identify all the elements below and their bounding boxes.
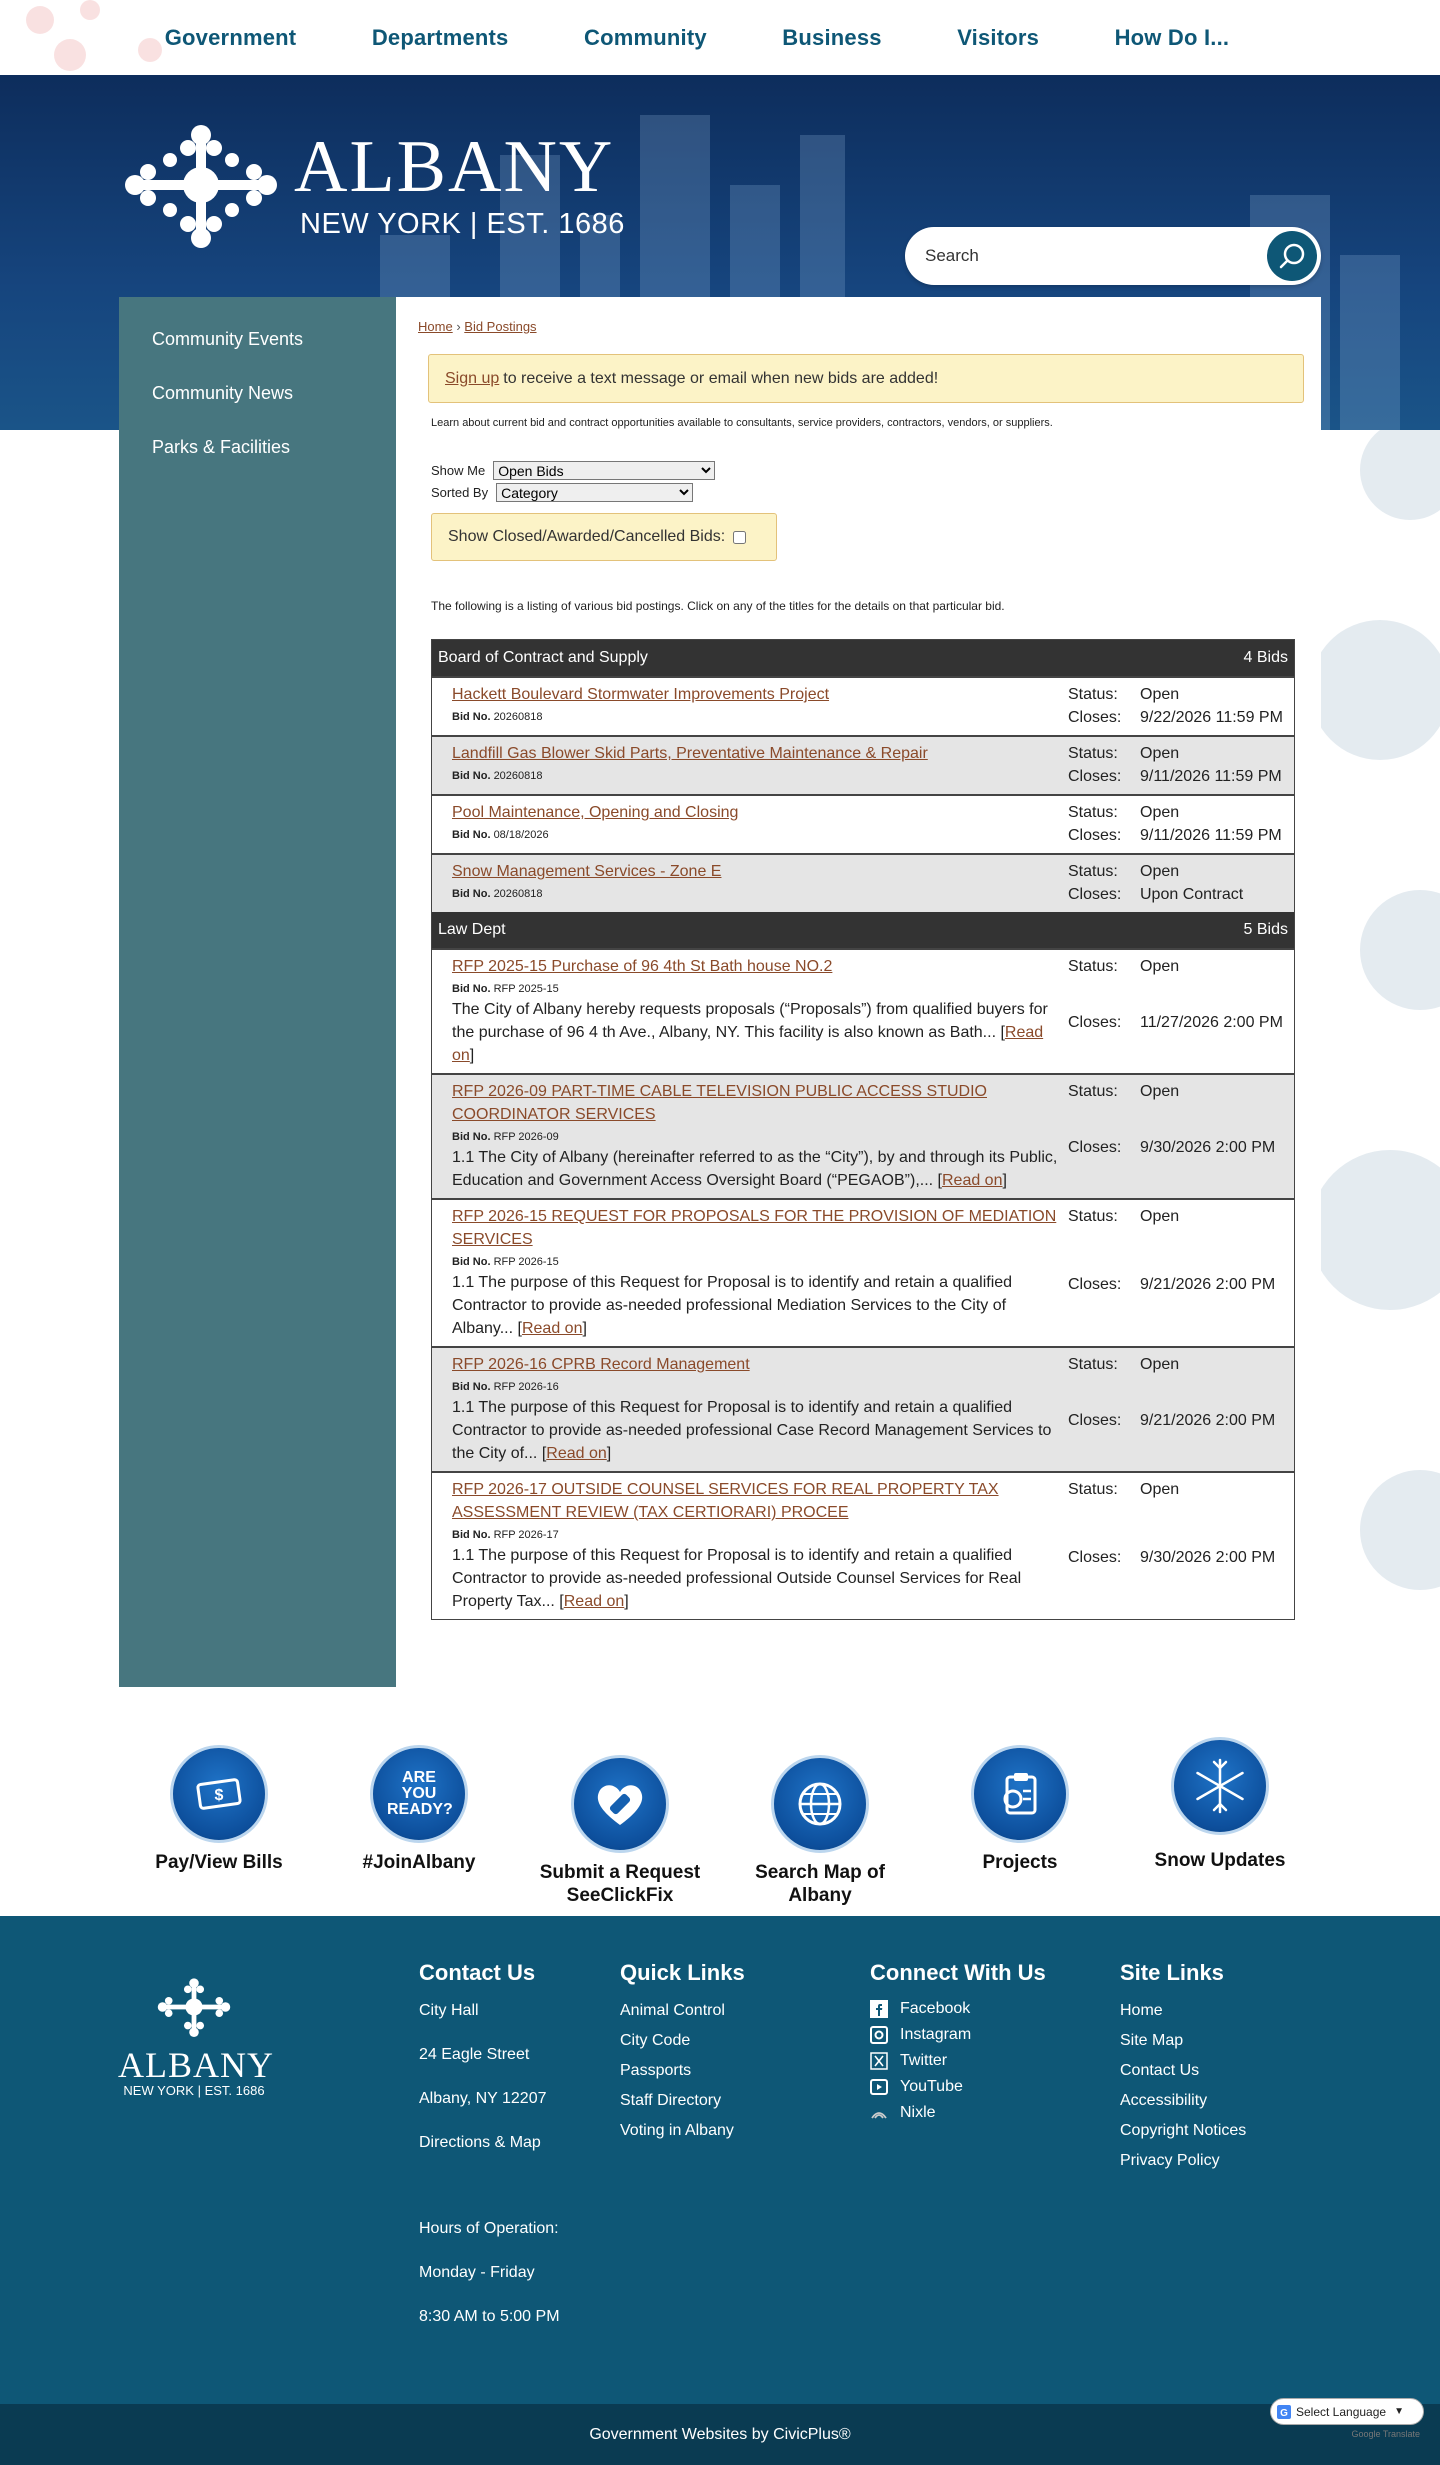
albany-seal-icon [153,1976,235,2038]
bid-number-value: 20260818 [493,711,543,723]
bid-description-text: The City of Albany hereby requests proposals (“Proposals”) from qualified buyers for the purchase of 96 4 th Ave., Albany, NY. This facility is also known as Bath... [452,1001,1048,1041]
show-me-label: Show Me [431,462,486,478]
status-label: Status: [1068,958,1118,975]
signup-link[interactable]: Sign up [445,369,500,387]
social-twitter[interactable] [870,2048,1046,2074]
closes-label: Closes: [1068,886,1122,903]
quick-link-pay-bills[interactable] [124,1745,314,1874]
status-label: Status: [1068,804,1118,821]
bid-row [432,794,1294,853]
closes-label: Closes: [1068,1014,1122,1031]
bid-title-link[interactable]: Landfill Gas Blower Skid Parts, Preventative Maintenance & Repair [452,745,928,762]
footer-link-passports[interactable]: Passports [620,2062,692,2079]
bid-status-block [1068,1353,1290,1465]
contact-line: Albany, NY 12207 [419,2090,547,2107]
closes-value: 9/21/2026 2:00 PM [1140,1412,1276,1429]
social-youtube[interactable] [870,2074,1046,2100]
main-container [119,297,1321,1687]
nav-how-do-i[interactable]: How Do I... [1114,24,1230,50]
bid-status-block [1068,955,1290,1067]
status-value: Open [1140,686,1180,703]
show-closed-label: Show Closed/Awarded/Cancelled Bids: [448,528,726,545]
bid-status-block [1068,683,1290,729]
closes-label: Closes: [1068,709,1122,726]
bill-payment-icon [170,1745,268,1843]
bid-status-block [1068,742,1290,788]
nav-government[interactable]: Government [164,24,297,50]
footer-link-contact-us[interactable]: Contact Us [1120,2062,1200,2079]
bid-number [452,768,1068,784]
category-header [432,912,1294,948]
footer-logo-title: ALBANY [118,2045,274,2085]
footer-contact [419,1960,560,2346]
bid-description-text: 1.1 The purpose of this Request for Proposal is to identify and retain a qualified Contractor to provide as-needed professional Case Record Management Services to the City of... [452,1399,1052,1462]
are-you-ready-text: ARE YOU READY? [387,1769,453,1818]
quick-links-bar [0,1745,1440,1917]
category-count: 5 Bids [1243,921,1288,938]
footer-link-copyright[interactable]: Copyright Notices [1120,2122,1247,2139]
breadcrumb-home[interactable]: Home [418,319,453,334]
footer-quick-links [620,1960,745,2146]
google-translate-icon [1277,2405,1291,2419]
footer-link-site-map[interactable]: Site Map [1120,2032,1184,2049]
intro-text: Learn about current bid and contract opportunities available to consultants, service providers, contractors, vendors, or suppliers. [431,417,1053,429]
top-nav [0,0,1440,75]
sorted-by-label: Sorted By [431,484,489,500]
search-icon [1277,241,1307,271]
bid-number-label: Bid No. [452,770,491,782]
bid-title-link[interactable]: RFP 2026-09 PART-TIME CABLE TELEVISION PUBLIC ACCESS STUDIO COORDINATOR SERVICES [452,1083,987,1123]
hours-line: Monday - Friday [419,2264,535,2281]
bid-row [432,948,1294,1073]
bid-description: 1.1 The City of Albany (hereinafter referred to as the “City”), by and through its Public, Education and Government Access Oversight Board (“PEGAOB”),... [Read on] [452,1149,1058,1189]
social-label: Instagram [900,2026,972,2043]
status-label: Status: [1068,1208,1118,1225]
bid-description-text: 1.1 The City of Albany (hereinafter referred to as the “City”), by and through its Public, Education and Government Access Oversight Board (“PEGAOB”),... [452,1149,1058,1189]
bid-description: The City of Albany hereby requests proposals (“Proposals”) from qualified buyers for the purchase of 96 4 th Ave., Albany, NY. This facility is also known as Bath... [Read on] [452,1001,1048,1064]
status-label: Status: [1068,1481,1118,1498]
status-label: Status: [1068,1083,1118,1100]
closes-label: Closes: [1068,768,1122,785]
globe-icon [771,1755,869,1853]
bid-number-label: Bid No. [452,1256,491,1268]
bid-number-label: Bid No. [452,983,491,995]
closes-value: 9/30/2026 2:00 PM [1140,1548,1276,1566]
bid-number-value: RFP 2026-17 [493,1529,559,1541]
closes-value: 9/11/2026 11:59 PM [1140,768,1282,785]
bid-row [432,1198,1294,1346]
closes-label: Closes: [1068,1275,1122,1293]
social-instagram[interactable] [870,2022,1046,2048]
social-label: Facebook [900,2000,971,2017]
closes-label: Closes: [1068,1139,1122,1156]
status-value: Open [1140,1356,1180,1373]
bid-number [452,981,1068,997]
bid-row [432,1346,1294,1471]
bid-status-block [1068,801,1290,847]
status-label: Status: [1068,745,1118,762]
status-value: Open [1140,1481,1180,1498]
contact-line: 24 Eagle Street [419,2046,530,2063]
sidebar [119,297,396,1687]
closes-label: Closes: [1068,827,1122,844]
bid-status-block [1068,860,1290,906]
read-on-link[interactable]: Read on [546,1445,607,1462]
status-label: Status: [1068,1356,1118,1373]
read-on-link[interactable]: Read on [452,1024,1044,1064]
bid-row [432,676,1294,735]
directions-link[interactable]: Directions & Map [419,2134,541,2151]
content-area [396,297,1321,1687]
sidebar-item-parks-facilities[interactable]: Parks & Facilities [152,437,291,457]
status-value: Open [1140,863,1180,880]
footer-contact-heading: Contact Us [419,1960,536,1985]
contact-line: City Hall [419,2002,479,2019]
bid-number [452,709,1068,725]
bid-title-link[interactable]: Snow Management Services - Zone E [452,863,722,880]
closes-label: Closes: [1068,1412,1122,1429]
bid-number-label: Bid No. [452,888,491,900]
quick-link-label: #JoinAlbany [362,1852,476,1873]
instagram-icon [870,2026,888,2044]
social-nixle[interactable] [870,2100,1046,2126]
site-logo[interactable] [120,120,625,250]
main-menu [127,0,1267,75]
bid-number-label: Bid No. [452,711,491,723]
status-value: Open [1140,958,1180,975]
nav-visitors[interactable]: Visitors [957,24,1040,50]
logo-title: ALBANY [294,125,615,208]
closes-value: Upon Contract [1140,886,1244,903]
closes-value: 11/27/2026 2:00 PM [1140,1014,1283,1031]
sidebar-item-community-news[interactable]: Community News [152,383,294,403]
category-count: 4 Bids [1243,649,1288,666]
listing-note: The following is a listing of various bid postings. Click on any of the titles for the details on that particular bid. [431,599,1005,613]
bid-number [452,1254,1068,1270]
hours-line: Hours of Operation: [419,2220,559,2237]
bid-number [452,827,1068,843]
quick-link-projects[interactable] [925,1745,1115,1874]
footer-link-staff-directory[interactable]: Staff Directory [620,2092,722,2109]
quick-link-join-albany[interactable] [324,1745,514,1874]
breadcrumb [418,319,1299,334]
heart-wrench-icon [571,1755,669,1853]
bid-number [452,1129,1068,1145]
bid-row [432,1073,1294,1198]
status-value: Open [1140,1083,1180,1100]
nav-community[interactable]: Community [583,24,707,50]
footer-connect-heading: Connect With Us [870,1960,1046,1985]
closes-label: Closes: [1068,1548,1122,1566]
sidebar-item-community-events[interactable]: Community Events [152,329,304,349]
bid-description-text: 1.1 The purpose of this Request for Proposal is to identify and retain a qualified Contractor to provide as-needed professional Mediation Services to the City of Albany... [452,1274,1013,1337]
footer-quick-links-heading: Quick Links [620,1960,745,1985]
bid-number-label: Bid No. [452,1381,491,1393]
bid-description: 1.1 The purpose of this Request for Proposal is to identify and retain a qualified Contractor to provide as-needed professional Mediation Services to the City of Albany... [Read on] [452,1274,1013,1337]
nav-departments[interactable]: Departments [371,24,509,50]
show-closed-checkbox[interactable] [733,531,746,544]
read-on-link[interactable]: Read on [563,1593,625,1610]
quick-link-snow-updates[interactable] [1125,1737,1315,1872]
bid-row [432,1471,1294,1619]
civicplus-credit[interactable]: Government Websites by CivicPlus® [0,2404,1440,2465]
bid-title-link[interactable]: RFP 2026-15 REQUEST FOR PROPOSALS FOR THE PROVISION OF MEDIATION SERVICES [452,1208,1057,1248]
bid-title-link[interactable]: RFP 2026-16 CPRB Record Management [452,1356,750,1373]
hours-line: 8:30 AM to 5:00 PM [419,2308,560,2325]
search-box [905,227,1321,285]
bid-title-link[interactable]: RFP 2025-15 Purchase of 96 4th St Bath house NO.2 [452,958,833,975]
bid-number-value: RFP 2026-15 [493,1256,559,1268]
breadcrumb-current[interactable]: Bid Postings [464,319,537,334]
bid-number-value: RFP 2026-16 [493,1381,559,1393]
show-closed-toggle [431,513,777,561]
category-header [432,640,1294,676]
quick-link-label: Submit a Request SeeClickFix [539,1862,701,1906]
bid-title-link[interactable]: Pool Maintenance, Opening and Closing [452,804,739,821]
svg-text:G: G [1280,2407,1288,2419]
show-me-select[interactable] [493,461,715,480]
logo-subtitle: NEW YORK | EST. 1686 [300,207,625,240]
footer-logo-subtitle: NEW YORK | EST. 1686 [123,2083,265,2098]
footer-link-home[interactable]: Home [1120,2002,1163,2019]
svg-text:$: $ [214,1787,224,1804]
footer-link-city-code[interactable]: City Code [620,2032,691,2049]
bid-status-block [1068,1080,1290,1192]
footer-site-links-heading: Site Links [1120,1960,1224,1985]
quick-link-seeclickfix[interactable] [525,1755,715,1907]
bid-row [432,853,1294,912]
footer-link-privacy[interactable]: Privacy Policy [1120,2152,1220,2169]
breadcrumb-separator: › [456,319,461,334]
read-on-link[interactable]: Read on [941,1172,1003,1189]
social-facebook[interactable] [870,1996,1046,2022]
youtube-icon [870,2078,888,2096]
closes-value: 9/11/2026 11:59 PM [1140,827,1282,844]
signup-alert [428,354,1304,403]
bid-description: 1.1 The purpose of this Request for Proposal is to identify and retain a qualified Contractor to provide as-needed professional Case Record Management Services to the City of... [Read on] [452,1399,1052,1462]
bid-number-value: 20260818 [493,770,543,782]
status-label: Status: [1068,686,1118,703]
bid-number-value: RFP 2025-15 [493,983,559,995]
bid-status-block [1068,1205,1290,1340]
sorted-by-select[interactable] [496,483,693,502]
bid-number-value: RFP 2026-09 [493,1131,559,1143]
quick-link-label: Pay/View Bills [155,1852,283,1873]
bid-title-link[interactable]: Hackett Boulevard Stormwater Improvements Project [452,686,830,703]
bid-status-block [1068,1478,1290,1613]
x-twitter-icon [870,2052,888,2070]
signup-alert-text: to receive a text message or email when new bids are added! [503,369,939,387]
closes-value: 9/30/2026 2:00 PM [1140,1139,1276,1156]
bid-number-label: Bid No. [452,829,491,841]
google-translate-widget [1270,2398,1424,2439]
bid-number [452,1527,1068,1543]
status-label: Status: [1068,863,1118,880]
albany-seal-icon [120,120,282,250]
bid-row [432,735,1294,794]
quick-link-search-map[interactable] [725,1755,915,1907]
quick-link-label: Search Map of Albany [755,1862,885,1906]
powered-by-google: Google Translate [1351,2429,1420,2439]
are-you-ready-icon [370,1745,468,1843]
bid-number [452,886,1068,902]
quick-link-label: Snow Updates [1154,1850,1286,1871]
read-on-link[interactable]: Read on [521,1320,583,1337]
footer-link-voting[interactable]: Voting in Albany [620,2122,734,2139]
bid-listing-table [431,639,1295,1620]
nixle-icon [870,2104,888,2122]
footer-link-accessibility[interactable]: Accessibility [1120,2092,1208,2109]
status-value: Open [1140,1208,1180,1225]
bid-description-text: 1.1 The purpose of this Request for Proposal is to identify and retain a qualified Contractor to provide as-needed professional Outside Counsel Services for Real Property Tax... [452,1547,1022,1610]
closes-value: 9/21/2026 2:00 PM [1140,1275,1276,1293]
footer [0,1916,1440,2404]
quick-link-label: Projects [982,1852,1058,1873]
snowflake-icon [1171,1737,1269,1835]
status-value: Open [1140,804,1180,821]
social-label: Twitter [900,2052,948,2069]
social-label: YouTube [900,2078,963,2095]
footer-link-animal-control[interactable]: Animal Control [620,2002,725,2019]
footer-connect [870,1960,1046,2126]
footer-site-links [1120,1960,1246,2176]
nav-business[interactable]: Business [782,24,882,50]
language-select-label: Select Language [1296,2404,1387,2419]
bid-description: 1.1 The purpose of this Request for Proposal is to identify and retain a qualified Contractor to provide as-needed professional Outside Counsel Services for Real Property Tax... [Read on] [452,1547,1022,1610]
social-label: Nixle [900,2104,936,2121]
search-input[interactable] [925,246,1245,266]
search-button[interactable] [1267,231,1317,281]
decorative-side-pattern [1320,430,1440,1680]
status-value: Open [1140,745,1180,762]
bid-title-link[interactable]: RFP 2026-17 OUTSIDE COUNSEL SERVICES FOR REAL PROPERTY TAX ASSESSMENT REVIEW (TAX CERTIORARI) PROCEE [452,1481,999,1521]
decorative-pattern-icon [0,0,200,75]
bid-number [452,1379,1068,1395]
category-name: Law Dept [438,921,506,938]
category-name: Board of Contract and Supply [438,649,648,666]
chevron-down-icon: ▼ [1394,2406,1404,2417]
bid-number-label: Bid No. [452,1131,491,1143]
facebook-icon [870,2000,888,2018]
closes-value: 9/22/2026 11:59 PM [1140,709,1283,726]
bid-filters [431,459,1299,503]
language-select[interactable] [1270,2398,1424,2425]
bid-number-label: Bid No. [452,1529,491,1541]
bid-number-value: 20260818 [493,888,543,900]
bid-number-value: 08/18/2026 [493,829,549,841]
clipboard-gear-icon [971,1745,1069,1843]
footer-logo[interactable] [118,1976,274,2098]
